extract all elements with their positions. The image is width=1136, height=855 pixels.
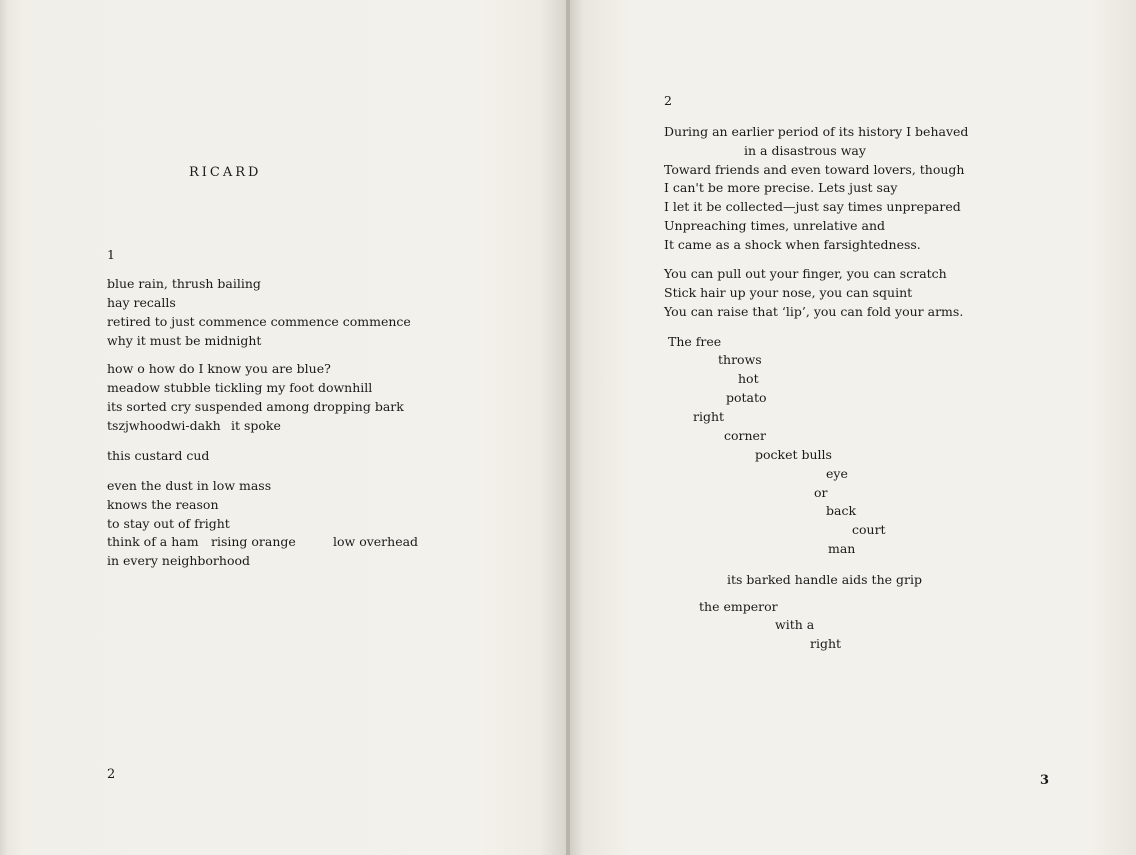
poem-line: its sorted cry suspended among dropping bark bbox=[107, 399, 404, 414]
poem-line: knows the reason bbox=[107, 497, 219, 512]
poem-line: I can't be more precise. Lets just say bbox=[664, 180, 898, 195]
poem-line-word: it spoke bbox=[231, 418, 281, 433]
poem-line: During an earlier period of its history I behaved bbox=[664, 124, 969, 139]
page-number: 2 bbox=[107, 767, 116, 782]
poem-line: Toward friends and even toward lovers, though bbox=[664, 162, 965, 177]
poem-line: to stay out of fright bbox=[107, 516, 230, 531]
poem-line: Stick hair up your nose, you can squint bbox=[664, 285, 913, 300]
poem-line-word: rising orange bbox=[211, 534, 296, 549]
poem-line-word: tszjwhoodwi-dakh bbox=[107, 418, 221, 433]
poem-line: in a disastrous way bbox=[744, 143, 866, 158]
scattered-word: its barked handle aids the grip bbox=[727, 572, 922, 587]
poem-line-word: think of a ham bbox=[107, 534, 199, 549]
poem-line: hay recalls bbox=[107, 295, 176, 310]
poem-line: You can pull out your finger, you can scratch bbox=[664, 266, 947, 281]
poem-line: in every neighborhood bbox=[107, 553, 250, 568]
scattered-word: pocket bulls bbox=[755, 447, 832, 462]
poem-line: Unpreaching times, unrelative and bbox=[664, 218, 886, 233]
book-spine bbox=[566, 0, 570, 855]
poem-line: how o how do I know you are blue? bbox=[107, 361, 331, 376]
poem-line: meadow stubble tickling my foot downhill bbox=[107, 380, 373, 395]
scattered-word: hot bbox=[738, 371, 759, 386]
scattered-word: court bbox=[852, 522, 886, 537]
poem-line: retired to just commence commence commence bbox=[107, 314, 411, 329]
scattered-word: or bbox=[814, 485, 828, 500]
scattered-word: corner bbox=[724, 428, 766, 443]
poem-line: I let it be collected—just say times unprepared bbox=[664, 199, 961, 214]
scattered-word: eye bbox=[826, 466, 848, 481]
scattered-word: with a bbox=[775, 617, 815, 632]
section-number: 2 bbox=[664, 93, 672, 108]
scattered-word: man bbox=[828, 541, 856, 556]
scattered-word: back bbox=[826, 503, 857, 518]
scattered-word: throws bbox=[718, 352, 762, 367]
scattered-word: The free bbox=[668, 334, 722, 349]
scattered-word: potato bbox=[726, 390, 767, 405]
poem-line: It came as a shock when farsightedness. bbox=[664, 237, 921, 252]
poem-line-word: low overhead bbox=[333, 534, 419, 549]
poem-line: blue rain, thrush bailing bbox=[107, 276, 261, 291]
poem-line: even the dust in low mass bbox=[107, 478, 272, 493]
poem-line: why it must be midnight bbox=[107, 333, 262, 348]
scattered-word: right bbox=[810, 636, 842, 651]
poem-title: RICARD bbox=[189, 165, 262, 180]
page-number: 3 bbox=[1040, 773, 1050, 788]
right-page bbox=[569, 0, 1136, 855]
section-number: 1 bbox=[107, 247, 115, 262]
scattered-word: right bbox=[693, 409, 725, 424]
scattered-word: the emperor bbox=[699, 599, 778, 614]
poem-line: You can raise that ‘lip’, you can fold your arms. bbox=[664, 304, 964, 319]
poem-line: this custard cud bbox=[107, 448, 210, 463]
